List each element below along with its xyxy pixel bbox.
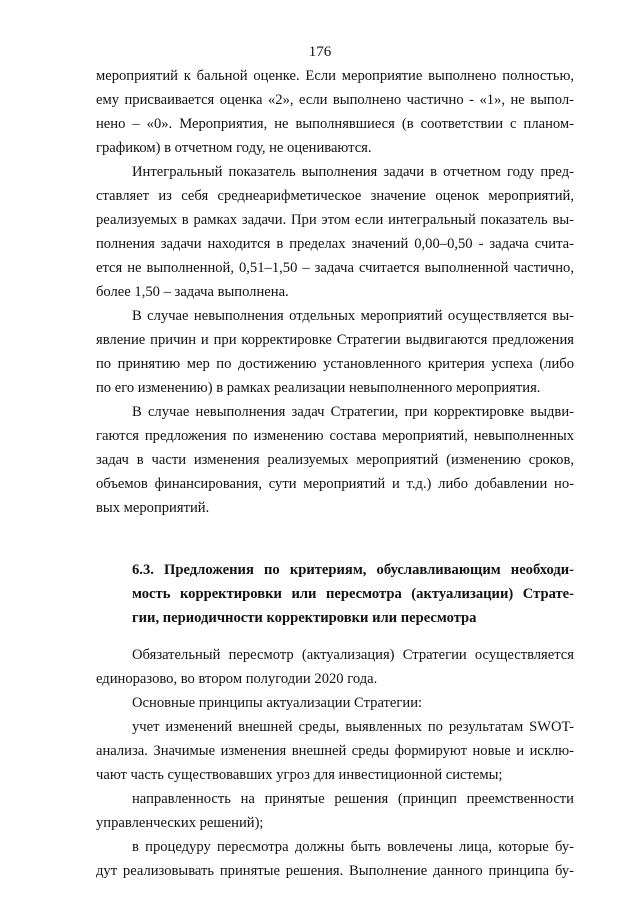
text-line: учет изменений внешней среды, выявленных по результатам SWOT- [132,719,574,735]
text-line: гаются предложения по изменению состава мероприятий, невыполненных [96,428,574,444]
heading-line: 6.3. Предложения по критериям, обуславливающим необходи- [132,562,574,578]
page-number: 176 [308,44,332,60]
text-line: В случае невыполнения задач Стратегии, при корректировке выдви- [132,404,574,420]
text-line: графиком) в отчетном году, не оцениваются. [96,140,372,156]
text-line: явление причин и при корректировке Стратегии выдвигаются предложения [96,332,574,348]
text-line: ему присваивается оценка «2», если выполнено частично - «1», не выпол- [96,92,574,108]
text-line: дут реализовывать принятые решения. Выполнение данного принципа бу- [96,863,574,879]
text-line: анализа. Значимые изменения внешней среды формируют новые и исклю- [96,743,574,759]
text-line: реализуемых в рамках задачи. При этом если интегральный показатель вы- [96,212,574,228]
text-line: ставляет из себя среднеарифметическое значение оценок мероприятий, [96,188,574,204]
text-line: по принятию мер по достижению установленного критерия успеха (либо [96,356,574,372]
text-line: по его изменению) в рамках реализации невыполненного мероприятия. [96,380,541,396]
text-line: Интегральный показатель выполнения задачи в отчетном году пред- [132,164,574,180]
text-line: В случае невыполнения отдельных мероприятий осуществляется вы- [132,308,574,324]
text-line: полнения задачи находится в пределах значений 0,00–0,50 - задача счита- [96,236,574,252]
text-line: единоразово, во втором полугодии 2020 года. [96,671,378,687]
heading-line: гии, периодичности корректировки или пересмотра [132,610,477,626]
text-line: более 1,50 – задача выполнена. [96,284,289,300]
text-line: вых мероприятий. [96,500,210,516]
text-line: ется не выполненной, 0,51–1,50 – задача считается выполненной частично, [96,260,574,276]
text-line: задач в части изменения реализуемых мероприятий (изменению сроков, [96,452,574,468]
text-line: управленческих решений); [96,815,264,831]
text-line: Основные принципы актуализации Стратегии: [132,695,423,711]
text-line: в процедуру пересмотра должны быть вовлечены лица, которые бу- [132,839,574,855]
text-line: чают часть существовавших угроз для инвестиционной системы; [96,767,503,783]
text-line: объемов финансирования, сути мероприятий и т.д.) либо добавлении но- [96,476,574,492]
text-line: нено – «0». Мероприятия, не выполнявшиеся (в соответствии с планом- [96,116,574,132]
text-line: мероприятий к бальной оценке. Если мероприятие выполнено полностью, [96,68,574,84]
heading-line: мость корректировки или пересмотра (актуализации) Страте- [132,586,574,602]
text-line: направленность на принятые решения (принцип преемственности [132,791,574,807]
text-line: Обязательный пересмотр (актуализация) Стратегии осуществляется [132,647,574,663]
